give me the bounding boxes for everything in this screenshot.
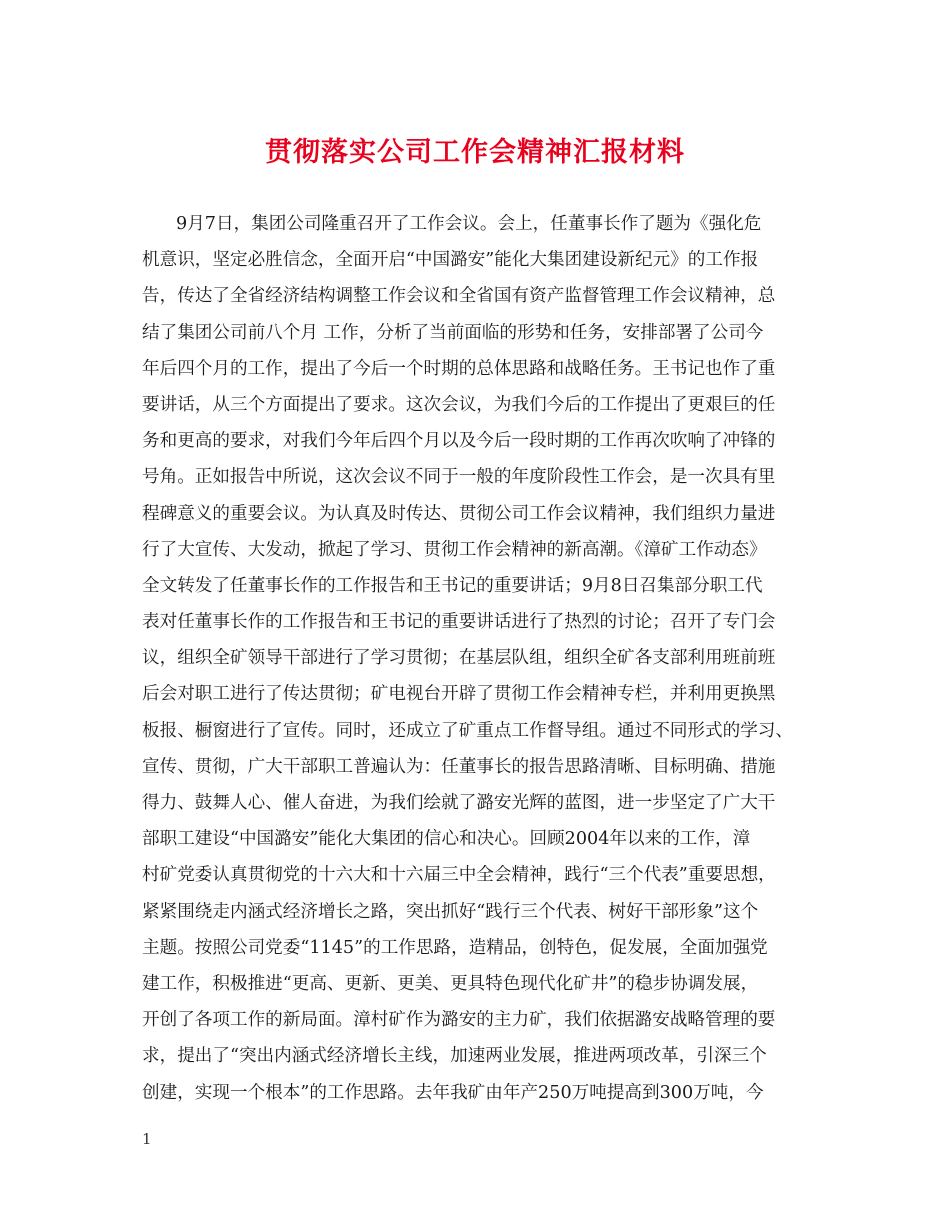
document-title: 贯彻落实公司工作会精神汇报材料 — [265, 137, 685, 168]
page-number: 1 — [142, 1130, 152, 1148]
paragraph-line: 9月7日，集团公司隆重召开了工作会议。会上，任董事长作了题为《强化危 — [176, 214, 762, 234]
document-page: 贯彻落实公司工作会精神汇报材料 9月7日，集团公司隆重召开了工作会议。会上，任董事长作了题为《强化危 机意识，坚定必胜信念，全面开启“中国潞安”能化大集团建设新纪元》的工作报 告，传达了全省经济结构调整工作会议和全省国有资产监督管理工作会议精神，总 结了集团公司前八个月 工作，分析了当前面临的形势和任务，安排部署了公司今 年后四个月的工作，提出了今后一个时期的总体思路和战略任务。王书记也作了重 要讲话，从三个方面提出了要求。这次会议，为我们今后的工作提出了更艰巨的任 务和更高的要求，对我们今年后四个月以及今后一段时期的工作再次吹响了冲锋的 号角。正如报告中所说，这次会议不同于一般的年度阶段性工作会，是一次具有里 程碑意义的重要会议。为认真及时传达、贯彻公司工作会议精神，我们组织力量进 行了大宣传、大发动，掀起了学习、贯彻工作会精神的新高潮。《漳矿工作动态》 全文转发了任董事长作的工作报告和王书记的重要讲话；9月8日召集部分职工代 表对任董事长作的工作报告和王书记的重要讲话进行了热烈的讨论；召开了专门会 议，组织全矿领导干部进行了学习贯彻；在基层队组，组织全矿各支部利用班前班 后会对职工进行了传达贯彻；矿电视台开辟了贯彻工作会精神专栏，并利用更换黑 板报、橱窗进行了宣传。同时，还成立了矿重点工作督导组。通过不同形式的学习、 宣传、贯彻，广大干部职工普遍认为：任董事长的报告思路清晰、目标明确、措施 得力、鼓舞人心、催人奋进，为我们绘就了潞安光辉的蓝图，进一步坚定了广大干 部职工建设“中国潞安”能化大集团的信心和决心。回顾2004年以来的工作，漳 村矿党委认真贯彻党的十六大和十六届三中全会精神，践行“三个代表”重要思想， 紧紧围绕走内涵式经济增长之路，突出抓好“践行三个代表、树好干部形象”这个 主题。按照公司党委“1145”的工作思路，造精品，创特色，促发展，全面加强党 建工作，积极推进“更高、更新、更美、更具特色现代化矿井”的稳步协调发展， 开创了各项工作的新局面。漳村矿作为潞安的主力矿，我们依据潞安战略管理的要 求，提出了“突出内涵式经济增长主线，加速两业发展，推进两项改革，引深三个 创建，实现一个根本”的工作思路。去年我矿由年产250万吨提高到300万吨，今 1 — [0, 0, 950, 1230]
